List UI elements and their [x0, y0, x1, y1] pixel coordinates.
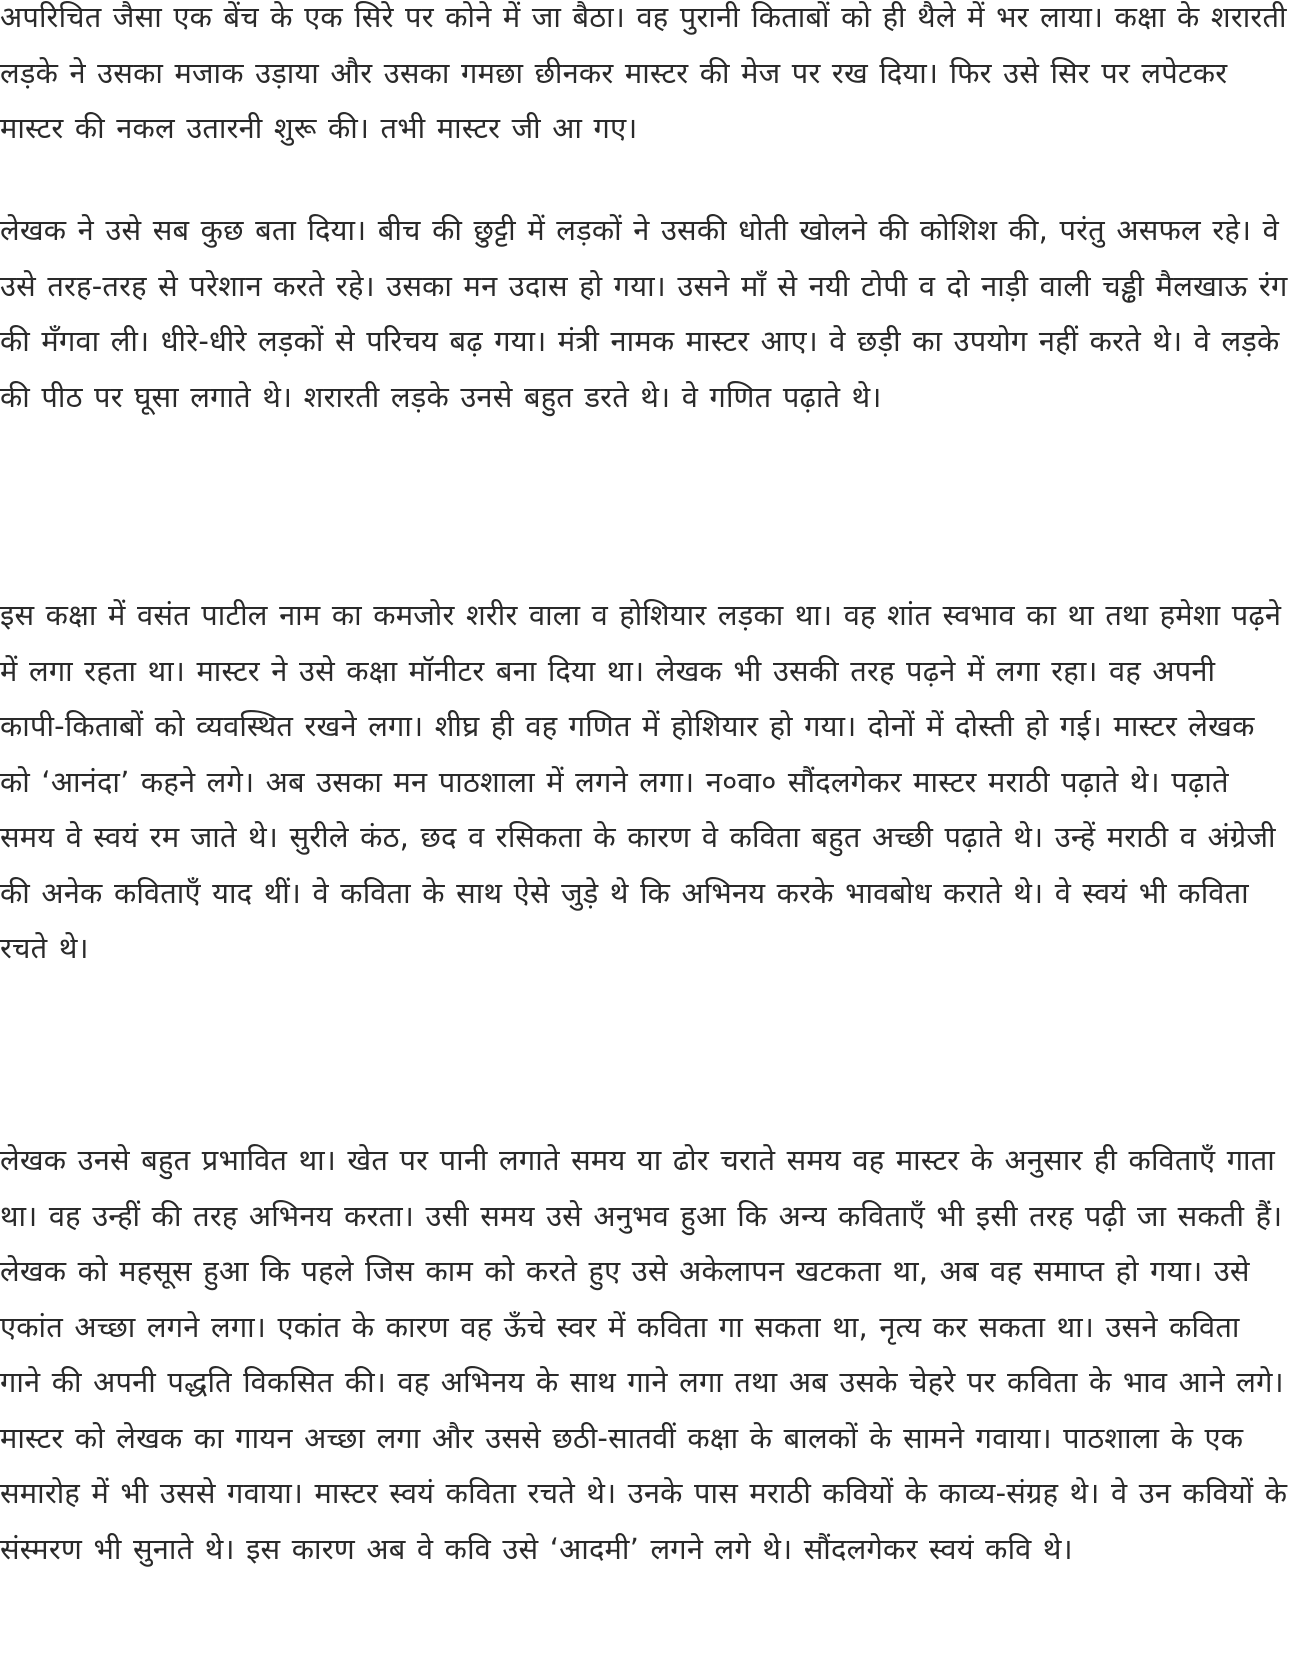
paragraph-1: अपरिचित जैसा एक बेंच के एक सिरे पर कोने में जा बैठा। वह पुरानी किताबों को ही थैले में भर लाया। कक्षा के शरारती लड़के ने उसका मजाक उड़ाया और उसका गमछा छीनकर मास्टर की मेज पर रख दिया। फिर उसे सिर पर लपेटकर मास्टर की नकल उतारनी शुरू की। तभी मास्टर जी आ गए।	[0, 0, 1287, 145]
paragraph-3: इस कक्षा में वसंत पाटील नाम का कमजोर शरीर वाला व होशियार लड़का था। वह शांत स्वभाव का था तथा हमेशा पढ़ने में लगा रहता था। मास्टर ने उसे कक्षा मॉनीटर बना दिया था। लेखक भी उसकी तरह पढ़ने में लगा रहा। वह अपनी कापी-किताबों को व्यवस्थित रखने लगा। शीघ्र ही वह गणित में होशियार हो गया। दोनों में दोस्ती हो गई। मास्टर लेखक को ‘आनंदा’ कहने लगे। अब उसका मन पाठशाला में लगने लगा। न०वा० सौंदलगेकर मास्टर मराठी पढ़ाते थे। पढ़ाते समय वे स्वयं रम जाते थे। सुरीले कंठ, छद व रसिकता के कारण वे कविता बहुत अच्छी पढ़ाते थे। उन्हें मराठी व अंग्रेजी की अनेक कविताएँ याद थीं। वे कविता के साथ ऐसे जुड़े थे कि अभिनय करके भावबोध कराते थे। वे स्वयं भी कविता रचते थे।	[0, 598, 1282, 965]
paragraph-2: लेखक ने उसे सब कुछ बता दिया। बीच की छुट्टी में लड़कों ने उसकी धोती खोलने की कोशिश की, परंतु असफल रहे। वे उसे तरह-तरह से परेशान करते रहे। उसका मन उदास हो गया। उसने माँ से नयी टोपी व दो नाड़ी वाली चड्ढी मैलखाऊ रंग की मँगवा ली। धीरे-धीरे लड़कों से परिचय बढ़ गया। मंत्री नामक मास्टर आए। वे छड़ी का उपयोग नहीं करते थे। वे लड़के की पीठ पर घूसा लगाते थे। शरारती लड़के उनसे बहुत डरते थे। वे गणित पढ़ाते थे।	[0, 213, 1288, 414]
paragraph-4: लेखक उनसे बहुत प्रभावित था। खेत पर पानी लगाते समय या ढोर चराते समय वह मास्टर के अनुसार ही कविताएँ गाता था। वह उन्हीं की तरह अभिनय करता। उसी समय उसे अनुभव हुआ कि अन्य कविताएँ भी इसी तरह पढ़ी जा सकती हैं। लेखक को महसूस हुआ कि पहले जिस काम को करते हुए उसे अकेलापन खटकता था, अब वह समाप्त हो गया। उसे एकांत अच्छा लगने लगा। एकांत के कारण वह ऊँचे स्वर में कविता गा सकता था, नृत्य कर सकता था। उसने कविता गाने की अपनी पद्धति विकसित की। वह अभिनय के साथ गाने लगा तथा अब उसके चेहरे पर कविता के भाव आने लगे। मास्टर को लेखक का गायन अच्छा लगा और उससे छठी-सातवीं कक्षा के बालकों के सामने गवाया। पाठशाला के एक समारोह में भी उससे गवाया। मास्टर स्वयं कविता रचते थे। उनके पास मराठी कवियों के काव्य-संग्रह थे। वे उन कवियों के संस्मरण भी सुनाते थे। इस कारण अब वे कवि उसे ‘आदमी’ लगने लगे थे। सौंदलगेकर स्वयं कवि थे।	[0, 1143, 1288, 1566]
